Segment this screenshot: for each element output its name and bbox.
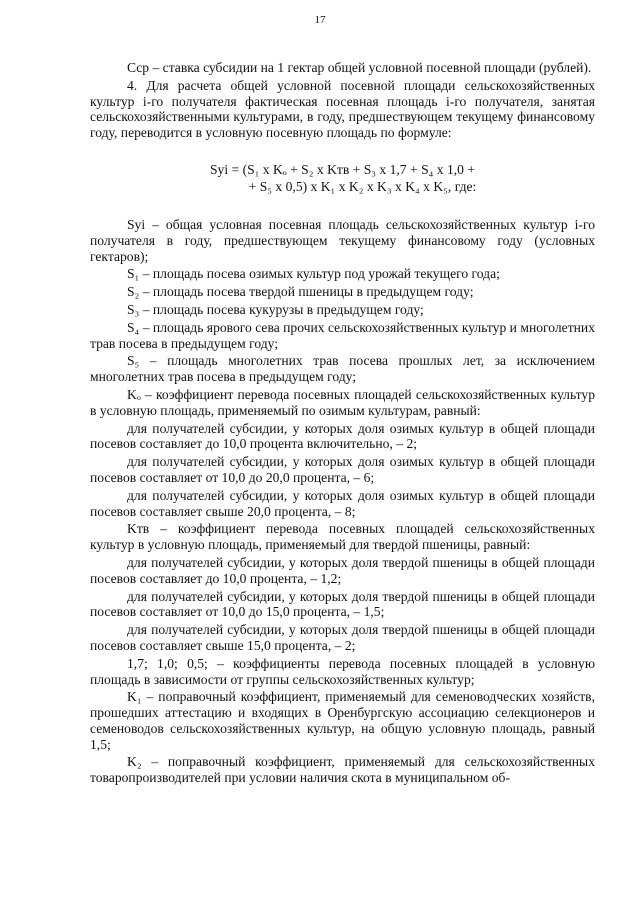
definition-coefficients: 1,7; 1,0; 0,5; – коэффициенты перевода посевных площадей в условную площадь в зависимости от группы сельскохозяйственных культур; [90,655,595,687]
definition-s4: S₄ – площадь ярового сева прочих сельскохозяйственных культур и многолетних трав посева в предыдущем году; [90,319,595,351]
formula-line-1: Syi = (S₁ x Kₒ + S₂ x Kтв + S₃ x 1,7 + S₄ x 1,0 + [209,161,476,177]
definition-k1: K₁ – поправочный коэффициент, применяемый для семеноводческих хозяйств, прошедших аттестацию и входящих в Оренбургскую ассоциацию селекционеров и семеноводов сельскохозяйственных культур, на общую условную площадь, равный 1,5; [90,689,595,752]
document-body [90,60,595,788]
definition-ko-case-1: для получателей субсидии, у которых доля озимых культур в общей площади посевов составляет до 10,0 процента включительно, – 2; [90,420,595,452]
formula-line-2: + S₅ x 0,5) x K₁ x K₂ x K₃ x K₄ x K₅, где: [248,178,477,194]
definition-s1: S₁ – площадь посева озимых культур под урожай текущего года; [127,266,500,282]
definition-k2: K₂ – поправочный коэффициент, применяемый для сельскохозяйственных товаропроизводителей при условии наличия скота в муниципальном об- [90,754,595,786]
paragraph-rate: Сср – ставка субсидии на 1 гектар общей условной посевной площади (рублей). [127,60,592,75]
definition-ko: Kₒ – коэффициент перевода посевных площадей сельскохозяйственных культур в условную площадь, применяемый по озимым культурам, равный: [90,386,595,418]
formula [90,161,595,195]
definition-s5: S₅ – площадь многолетних трав посева прошлых лет, за исключением многолетних трав посева в предыдущем году; [90,353,595,385]
definition-syi: Syi – общая условная посевная площадь сельскохозяйственных культур i-го получателя в году, предшествующем текущему финансовому году (условных гектаров); [90,216,595,264]
definition-ktv: Kтв – коэффициент перевода посевных площадей сельскохозяйственных культур в условную площадь, применяемый для твердой пшеницы, равный: [90,521,595,553]
paragraph-item-4: 4. Для расчета общей условной посевной площади сельскохозяйственных культур i-го получателя фактическая посевная площадь i-го получателя, занятая сельскохозяйственными культурами, в году, предшествующем текущему финансовому году, переводится в условную посевную площадь по формуле: [90,77,595,141]
definition-s2: S₂ – площадь посева твердой пшеницы в предыдущем году; [127,284,474,300]
definition-s3: S₃ – площадь посева кукурузы в предыдущем году; [127,301,424,317]
definition-ktv-case-2: для получателей субсидии, у которых доля твердой пшеницы в общей площади посевов составляет от 10,0 до 15,0 процента, – 1,5; [90,588,595,620]
definition-ko-case-3: для получателей субсидии, у которых доля озимых культур в общей площади посевов составляет свыше 20,0 процента, – 8; [90,487,595,519]
page-number: 17 [314,14,326,26]
definition-ktv-case-3: для получателей субсидии, у которых доля твердой пшеницы в общей площади посевов составляет свыше 15,0 процента, – 2; [90,622,595,653]
definition-ko-case-2: для получателей субсидии, у которых доля озимых культур в общей площади посевов составляет от 10,0 до 20,0 процента, – 6; [90,454,595,485]
definition-ktv-case-1: для получателей субсидии, у которых доля твердой пшеницы в общей площади посевов составляет до 10,0 процента, – 1,2; [90,554,595,586]
